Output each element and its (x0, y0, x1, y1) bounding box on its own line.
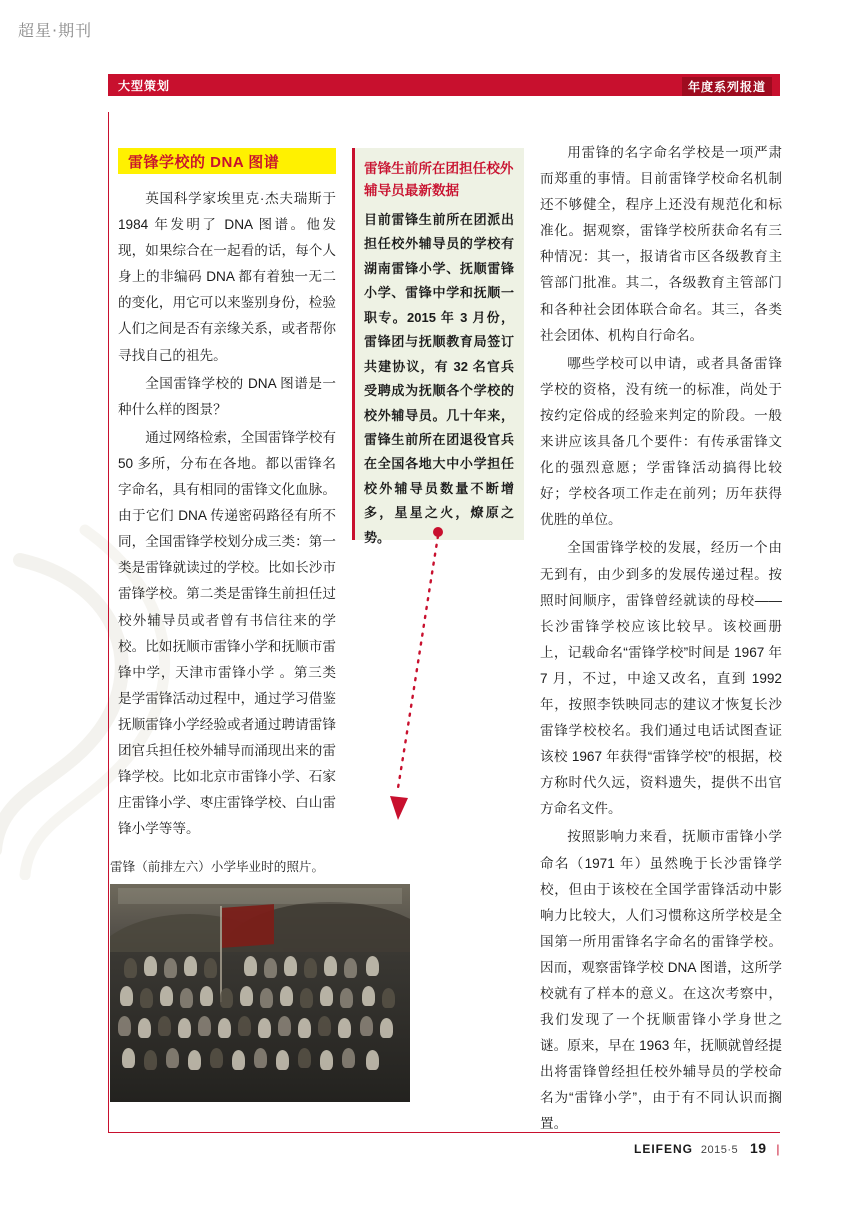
section-header-bar (108, 74, 780, 96)
magazine-brand: 超星·期刊 (18, 21, 93, 40)
series-label: 年度系列报道 (682, 77, 772, 96)
footer-page-number: 19 (749, 1140, 767, 1156)
page-title: 雷锋学校的 DNA 图谱 (128, 154, 280, 171)
sidebar-title: 雷锋生前所在团担任校外辅导员最新数据 (364, 161, 514, 199)
section-label: 大型策划 (118, 79, 171, 93)
left-vertical-rule (108, 112, 109, 1132)
paragraph: 英国科学家埃里克·杰夫瑞斯于 1984 年发明了 DNA 图谱。他发现，如果综合在一起看的话，每个人身上的非编码 DNA 都有着独一无二的变化，用它可以来鉴别身份，检验人们之间是否有亲缘关系，或者帮你寻找自己的祖先。 (118, 191, 336, 363)
paragraph: 按照影响力来看，抚顺市雷锋小学命名（1971 年）虽然晚于长沙雷锋学校，但由于该校在全国学雷锋活动中影响力比较大，人们习惯称这所学校是全国第一所用雷锋名字命名的雷锋学校。因而，观察雷锋学校 DNA 图谱，这所学校就有了样本的意义。在这次考察中，我们发现了一个抚顺雷锋小学身世之谜。原来，早在 1963 年，抚顺就曾经提出将雷锋曾经担任校外辅导员的学校命名为“雷锋小学”，由于有不同认识而搁置。 (540, 829, 782, 1132)
body-column-1 (118, 186, 336, 844)
footer-rule (108, 1132, 780, 1133)
paragraph: 全国雷锋学校的发展，经历一个由无到有，由少到多的发展传递过程。按照时间顺序，雷锋曾经就读的母校——长沙雷锋学校应该比较早。该校画册上，记载命名“雷锋学校”时间是 1967 年 7 月，不过，中途又改名，直到 1992 年，按照李铁映同志的建议才恢复长沙雷锋学校校名。我们通过电话试图查证该校 1967 年获得“雷锋学校”的根据，校方称时代久远，资料遗失，提供不出官方命名文件。 (540, 540, 782, 817)
footer-bar-icon: | (776, 1142, 780, 1156)
paragraph: 哪些学校可以申请，或者具备雷锋学校的资格，没有统一的标准，尚处于按约定俗成的经验来判定的阶段。一般来讲应该具备几个要件：有传承雷锋文化的强烈意愿；学雷锋活动搞得比较好；学校各项工作走在前列；历年获得优胜的单位。 (540, 355, 782, 528)
callout-pointer-line (330, 520, 470, 850)
body-column-3 (540, 140, 782, 1140)
article-title-highlight (118, 148, 336, 174)
footer-publication: LEIFENG (633, 1142, 693, 1156)
paragraph: 全国雷锋学校的 DNA 图谱是一种什么样的图景？ (118, 375, 336, 417)
paragraph: 通过网络检索，全国雷锋学校有 50 多所，分布在各地。都以雷锋名字命名，具有相同的雷锋文化血脉。由于它们 DNA 传递密码路径有所不同，全国雷锋学校划分成三类：第一类是雷锋就读过的学校。比如长沙市雷锋学校。第二类是雷锋生前担任过校外辅导员或者曾有书信往来的学校。比如抚顺市雷锋小学和抚顺市雷锋中学，天津市雷锋小学 。第三类是学雷锋活动过程中，通过学习借鉴抚顺雷锋小学经验或者通过聘请雷锋团官兵担任校外辅导而涌现出来的雷锋学校。比如北京市雷锋小学、石家庄雷锋小学、枣庄雷锋学校、白山雷锋小学等等。 (118, 429, 336, 837)
footer-issue: 2015·5 (700, 1144, 739, 1156)
paragraph: 用雷锋的名字命名学校是一项严肃而郑重的事情。目前雷锋学校命名机制还不够健全，程序上还没有规范化和标准化。据观察，雷锋学校所获命名有三种情况：其一，报请省市区各级教育主管部门批准。其二，各级教育主管部门和各种社会团体联合命名。其三，各类社会团体、机构自行命名。 (540, 145, 782, 343)
photo-caption: 雷锋（前排左六）小学毕业时的照片。 (110, 860, 325, 874)
page-footer (634, 1140, 780, 1156)
sidebar-body-text: 目前雷锋生前所在团派出担任校外辅导员的学校有湖南雷锋小学、抚顺雷锋小学、雷锋中学和抚顺一职专。2015 年 3 月份，雷锋团与抚顺教育局签订共建协议，有 32 名官兵受聘成为抚顺各个学校的校外辅导员。几十年来，雷锋生前所在团退役官兵在全国各地大中小学担任校外辅导员数量不断增多，星星之火，燎原之势。 (364, 212, 514, 545)
photo-graduation-class (110, 884, 410, 1102)
